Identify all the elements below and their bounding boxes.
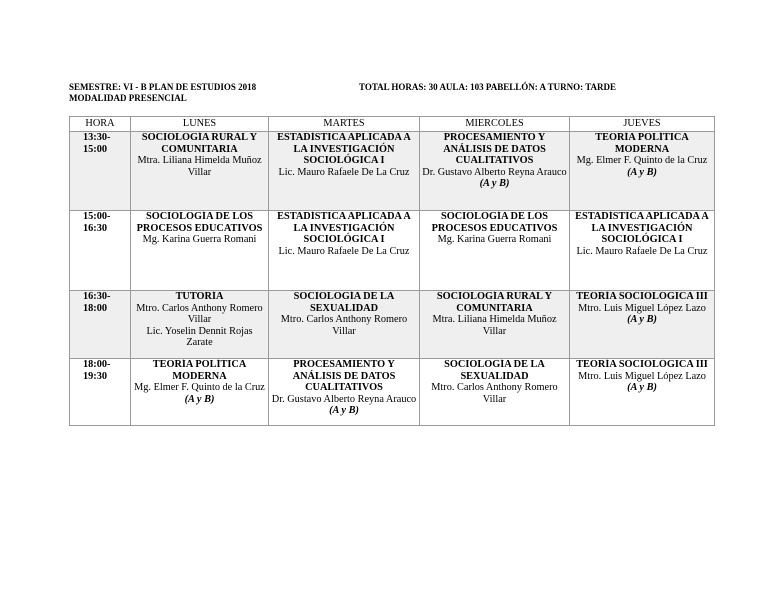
class-cell bbox=[420, 132, 570, 211]
course-title: ESTADÍSTICA APLICADA A LA INVESTIGACIÓN SOCIOLÓGICA I bbox=[277, 211, 411, 246]
class-cell bbox=[131, 211, 269, 291]
course-title: SOCIOLOGÍA DE LA SEXUALIDAD bbox=[293, 291, 395, 314]
group-label: (A y B) bbox=[479, 178, 510, 190]
group-label: (A y B) bbox=[627, 166, 657, 178]
column-header-jueves: JUEVES bbox=[570, 117, 715, 132]
column-header-martes: MARTES bbox=[269, 117, 420, 132]
instructor-name-text: Lic. Mauro Rafaele De La Cruz bbox=[278, 166, 410, 178]
class-cell bbox=[131, 291, 269, 359]
instructor-name-text: Mtro. Carlos Anthony Romero Villar bbox=[136, 302, 263, 326]
course-title: SOCIOLOGÍA DE LOS PROCESOS EDUCATIVOS bbox=[431, 211, 558, 234]
column-header-lunes: LUNES bbox=[131, 117, 269, 132]
class-cell bbox=[131, 132, 269, 211]
instructor-name bbox=[271, 246, 417, 258]
class-cell bbox=[420, 291, 570, 359]
time-slot: 16:30- 18:00 bbox=[70, 291, 131, 359]
course-title: ESTADÍSTICA APLICADA A LA INVESTIGACIÓN SOCIOLÓGICA I bbox=[277, 132, 411, 167]
schedule-header-row bbox=[70, 117, 715, 132]
course-title: SOCIOLOGÍA RURAL Y COMUNITARIA bbox=[436, 291, 553, 314]
instructor-name bbox=[572, 303, 712, 315]
time-slot: 18:00- 19:30 bbox=[70, 359, 131, 426]
instructor-name-text: Mtra. Liliana Himelda Muñoz Villar bbox=[432, 314, 557, 337]
schedule-table bbox=[69, 116, 715, 426]
course-title: SOCIOLOGÍA RURAL Y COMUNITARIA bbox=[141, 132, 258, 155]
course-title: PROCESAMIENTO Y ANÁLISIS DE DATOS CUALITATIVOS bbox=[292, 359, 396, 394]
class-cell bbox=[131, 359, 269, 426]
instructor-name bbox=[422, 382, 567, 405]
course-title: TUTORÍA bbox=[175, 291, 224, 302]
instructor-name bbox=[271, 314, 417, 337]
column-header-miercoles: MIERCOLES bbox=[420, 117, 570, 132]
instructor-name bbox=[422, 167, 567, 179]
instructor-name bbox=[133, 155, 266, 178]
instructor-name bbox=[572, 246, 712, 258]
instructor-name-text: Mtra. Liliana Himelda Muñoz Villar bbox=[137, 155, 262, 178]
instructor-name-text: Lic. Mauro Rafaele De La Cruz bbox=[278, 245, 410, 257]
instructor-name-text: Mtro. Carlos Anthony Romero Villar bbox=[280, 314, 408, 337]
course-title: TEORÍA SOCIOLÓGICA III bbox=[576, 359, 708, 370]
schedule-row bbox=[70, 211, 715, 291]
instructor-name-text: Lic. Mauro Rafaele De La Cruz bbox=[576, 245, 708, 257]
course-title: ESTADÍSTICA APLICADA A LA INVESTIGACIÓN SOCIOLÓGICA I bbox=[575, 211, 709, 246]
group-label: (A y B) bbox=[184, 393, 215, 405]
instructor-name-text: Dr. Gustavo Alberto Reyna Arauco bbox=[422, 166, 567, 178]
class-cell bbox=[269, 359, 420, 426]
instructor-name bbox=[572, 155, 712, 167]
semester-plan-text: SEMESTRE: VI - B PLAN DE ESTUDIOS 2018 bbox=[69, 82, 257, 92]
header-line-1 bbox=[69, 82, 617, 92]
instructor-name bbox=[572, 371, 712, 383]
hours-room-shift-text: TOTAL HORAS: 30 AULA: 103 PABELLÓN: A TURNO: TARDE bbox=[359, 82, 617, 92]
schedule-row bbox=[70, 132, 715, 211]
instructor-name-text: Dr. Gustavo Alberto Reyna Arauco bbox=[271, 393, 417, 405]
instructor-name bbox=[271, 394, 417, 417]
instructor-name-2: Lic. Yoselin Dennit Rojas Zarate bbox=[146, 325, 253, 349]
course-title: SOCIOLOGÍA DE LA SEXUALIDAD bbox=[444, 359, 545, 382]
course-title: TEORÍA POLÍTICA MODERNA bbox=[595, 132, 689, 155]
instructor-name-text: Mtro. Luis Miguel López Lazo bbox=[578, 302, 706, 314]
class-cell bbox=[269, 211, 420, 291]
instructor-name bbox=[422, 234, 567, 246]
instructor-name bbox=[133, 303, 266, 326]
group-label: (A y B) bbox=[627, 314, 657, 326]
column-header-hora: HORA bbox=[70, 117, 131, 132]
instructor-name-text: Mg. Karina Guerra Romani bbox=[437, 234, 552, 246]
course-title: SOCIOLOGÍA DE LOS PROCESOS EDUCATIVOS bbox=[136, 211, 263, 234]
course-title: TEORÍA POLÍTICA MODERNA bbox=[152, 359, 247, 382]
time-slot: 13:30- 15:00 bbox=[70, 132, 131, 211]
class-cell bbox=[570, 359, 715, 426]
course-title: PROCESAMIENTO Y ANÁLISIS DE DATOS CUALITATIVOS bbox=[443, 132, 546, 167]
class-cell bbox=[570, 211, 715, 291]
class-cell bbox=[420, 359, 570, 426]
course-title: TEORÍA SOCIOLÓGICA III bbox=[576, 291, 708, 302]
instructor-name-text: Mg. Elmer F. Quinto de la Cruz bbox=[134, 382, 265, 394]
time-slot: 15:00- 16:30 bbox=[70, 211, 131, 291]
instructor-name bbox=[133, 234, 266, 246]
class-cell bbox=[420, 211, 570, 291]
instructor-name bbox=[133, 382, 266, 394]
instructor-name bbox=[422, 314, 567, 337]
instructor-name-text: Mtro. Carlos Anthony Romero Villar bbox=[431, 382, 558, 405]
class-cell bbox=[570, 132, 715, 211]
modality-text: MODALIDAD PRESENCIAL bbox=[69, 93, 187, 103]
class-cell bbox=[570, 291, 715, 359]
class-cell bbox=[269, 132, 420, 211]
instructor-name-text: Mtro. Luis Miguel López Lazo bbox=[578, 370, 706, 382]
instructor-name bbox=[271, 167, 417, 179]
group-label: (A y B) bbox=[627, 382, 657, 394]
instructor-name-text: Mg. Karina Guerra Romani bbox=[142, 234, 257, 246]
instructor-name-text: Mg. Elmer F. Quinto de la Cruz bbox=[576, 155, 708, 167]
class-cell bbox=[269, 291, 420, 359]
schedule-row bbox=[70, 291, 715, 359]
schedule-row bbox=[70, 359, 715, 426]
group-label: (A y B) bbox=[329, 405, 359, 417]
